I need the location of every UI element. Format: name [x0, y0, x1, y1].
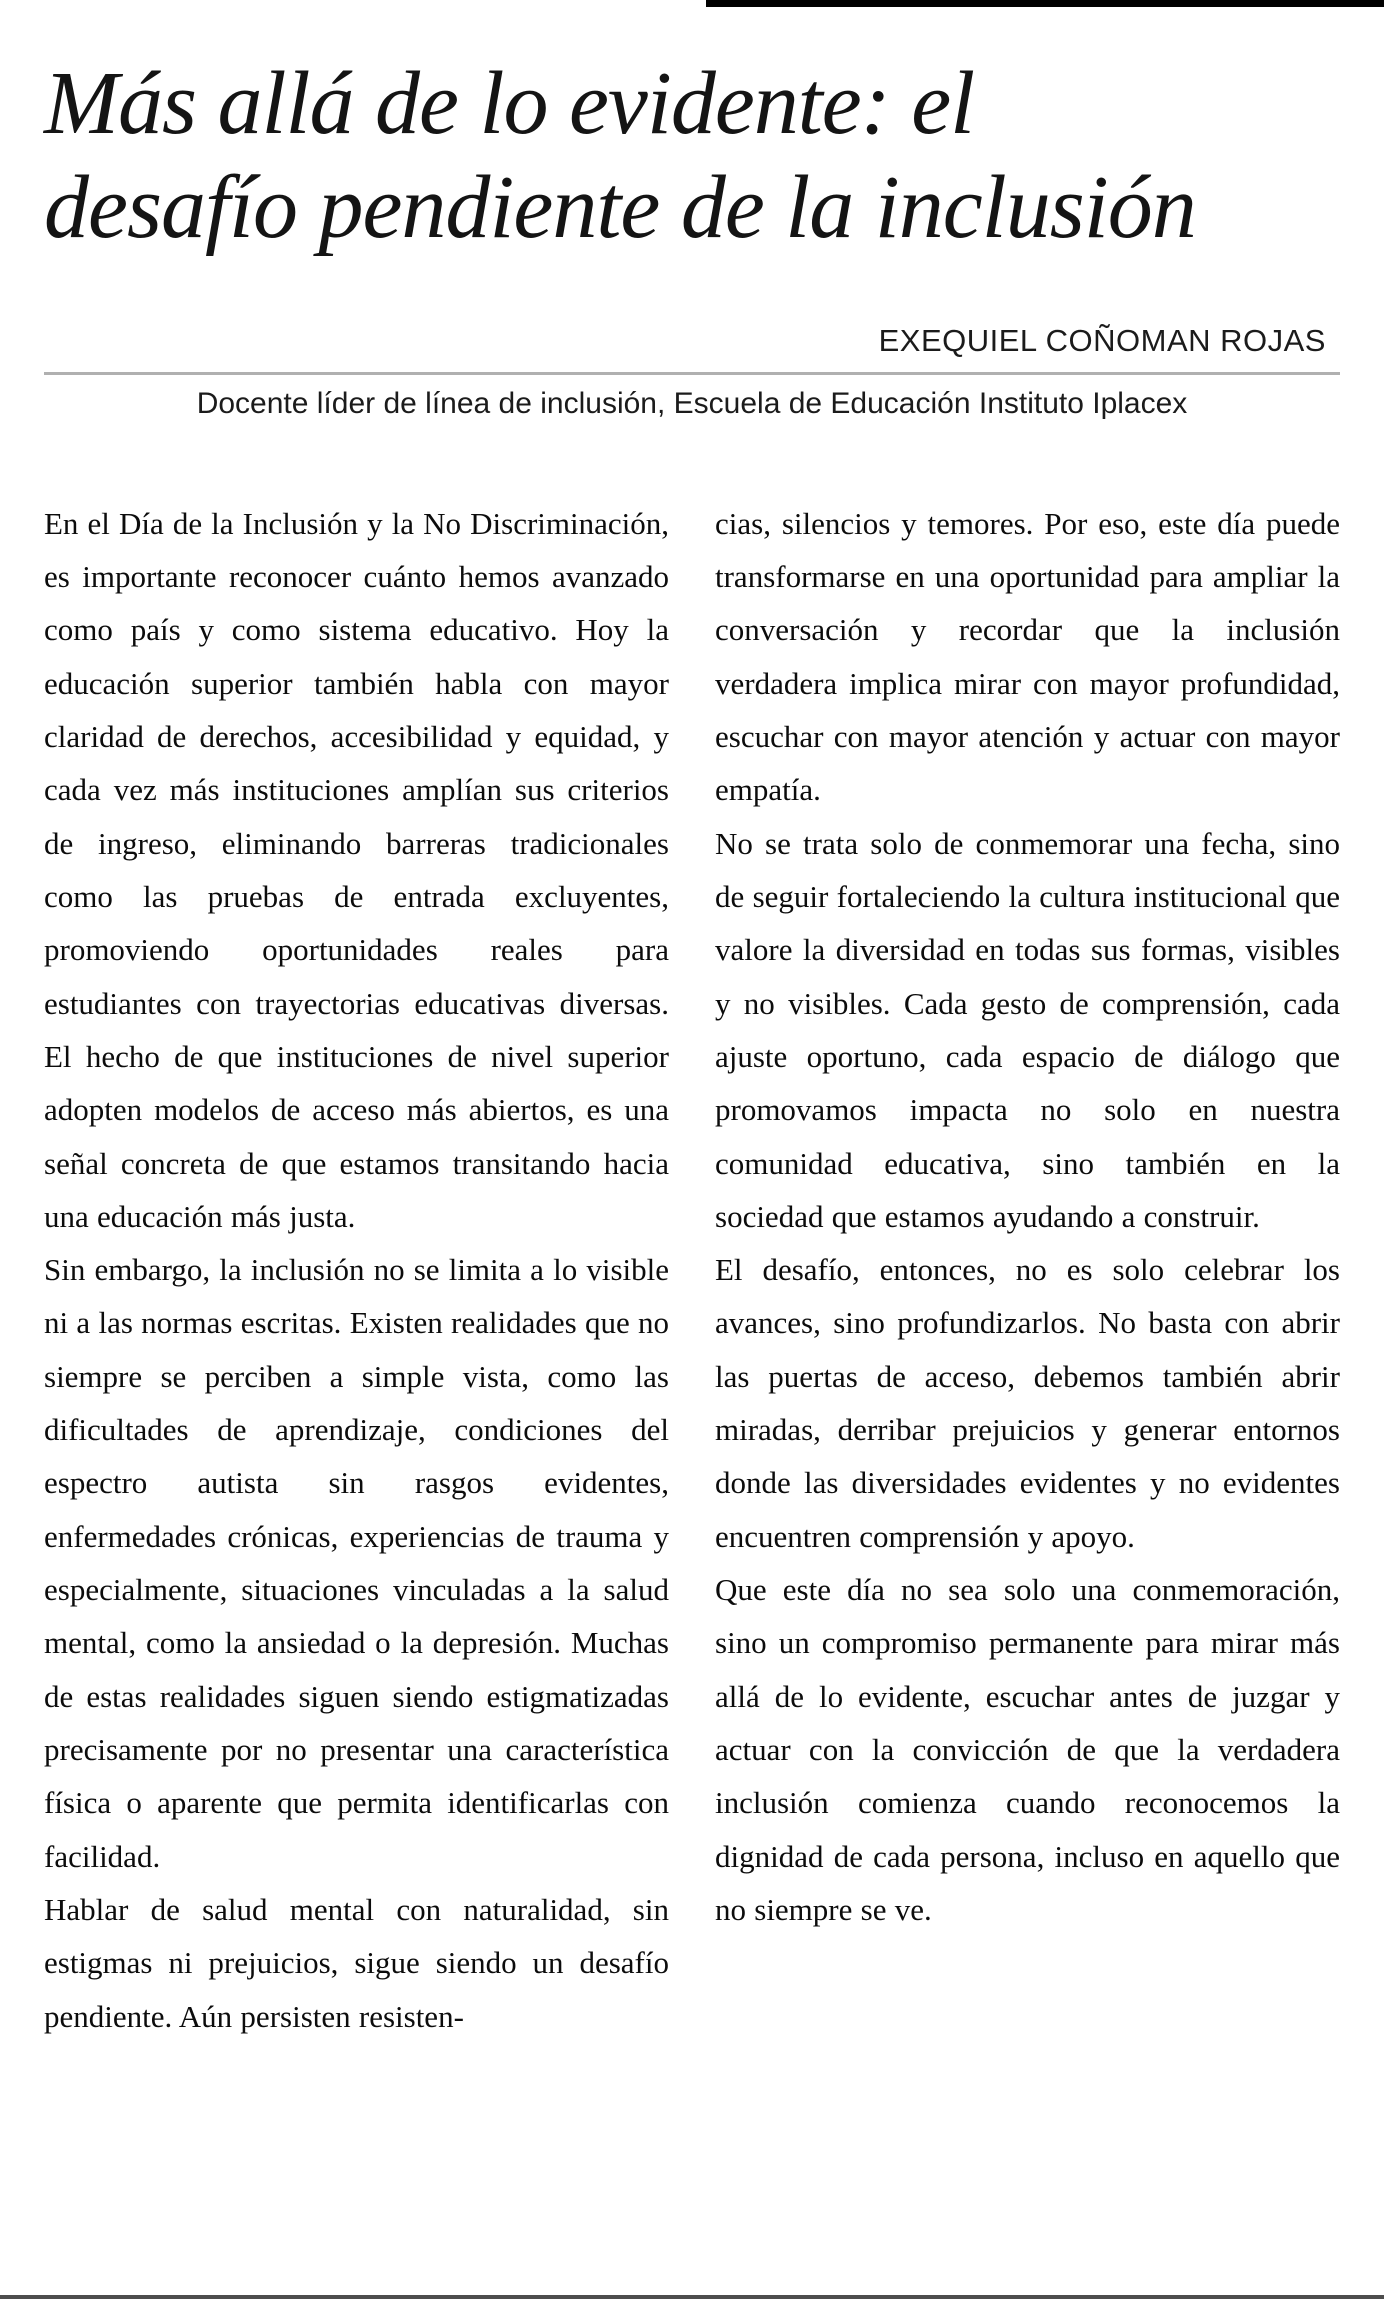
article-headline	[44, 52, 1340, 261]
article-column-right	[715, 497, 1340, 2043]
header-rule	[44, 372, 1340, 375]
body-paragraph: En el Día de la Inclusión y la No Discriminación, es importante reconocer cuánto hemos avanzado como país y como sistema educativo. Hoy la educación superior también habla con mayor claridad de derechos, accesibilidad y equidad, y cada vez más instituciones amplían sus criterios de ingreso, eliminando barreras tradicionales como las pruebas de entrada excluyentes, promoviendo oportunidades reales para estudiantes con trayectorias educativas diversas. El hecho de que instituciones de nivel superior adopten modelos de acceso más abiertos, es una señal concreta de que estamos transitando hacia una educación más justa.	[44, 505, 669, 1234]
body-paragraph: El desafío, entonces, no es solo celebrar los avances, sino profundizarlos. No basta con abrir las puertas de acceso, debemos también abrir miradas, derribar prejuicios y generar entornos donde las diversidades evidentes y no evidentes encuentren comprensión y apoyo.	[715, 1252, 1340, 1554]
body-paragraph: Sin embargo, la inclusión no se limita a lo visible ni a las normas escritas. Existen realidades que no siempre se perciben a simple vista, como las dificultades de aprendizaje, condiciones del espectro autista sin rasgos evidentes, enfermedades crónicas, experiencias de trauma y especialmente, situaciones vinculadas a la salud mental, como la ansiedad o la depresión. Muchas de estas realidades siguen siendo estigmatizadas precisamente por no presentar una característica física o aparente que permita identificarlas con facilidad.	[44, 1252, 669, 1874]
author-byline: EXEQUIEL COÑOMAN ROJAS	[878, 322, 1326, 358]
article-column-left	[44, 497, 669, 2043]
body-paragraph: Que este día no sea solo una conmemoración, sino un compromiso permanente para mirar más allá de lo evidente, escuchar antes de juzgar y actuar con la convicción de que la verdadera inclusión comienza cuando reconocemos la dignidad de cada persona, incluso en aquello que no siempre se ve.	[715, 1572, 1340, 1927]
author-role: Docente líder de línea de inclusión, Escuela de Educación Instituto Iplacex	[196, 386, 1188, 420]
body-paragraph: Hablar de salud mental con naturalidad, sin estigmas ni prejuicios, sigue siendo un desafío pendiente. Aún persisten resisten-	[44, 1891, 669, 2034]
headline-line-1: Más allá de lo evidente: el	[44, 54, 975, 153]
body-paragraph: cias, silencios y temores. Por eso, este día puede transformarse en una oportunidad para ampliar la conversación y recordar que la inclusión verdadera implica mirar con mayor profundidad, escuchar con mayor atención y actuar con mayor empatía.	[715, 505, 1340, 808]
body-paragraph: No se trata solo de conmemorar una fecha, sino de seguir fortaleciendo la cultura institucional que valore la diversidad en todas sus formas, visibles y no visibles. Cada gesto de comprensión, cada ajuste oportuno, cada espacio de diálogo que promovamos impacta no solo en nuestra comunidad educativa, sino también en la sociedad que estamos ayudando a construir.	[715, 825, 1340, 1234]
article-body	[44, 497, 1340, 2043]
headline-line-2: desafío pendiente de la inclusión	[44, 158, 1196, 258]
top-edge-bar	[706, 0, 1384, 7]
bottom-rule	[0, 2295, 1384, 2299]
